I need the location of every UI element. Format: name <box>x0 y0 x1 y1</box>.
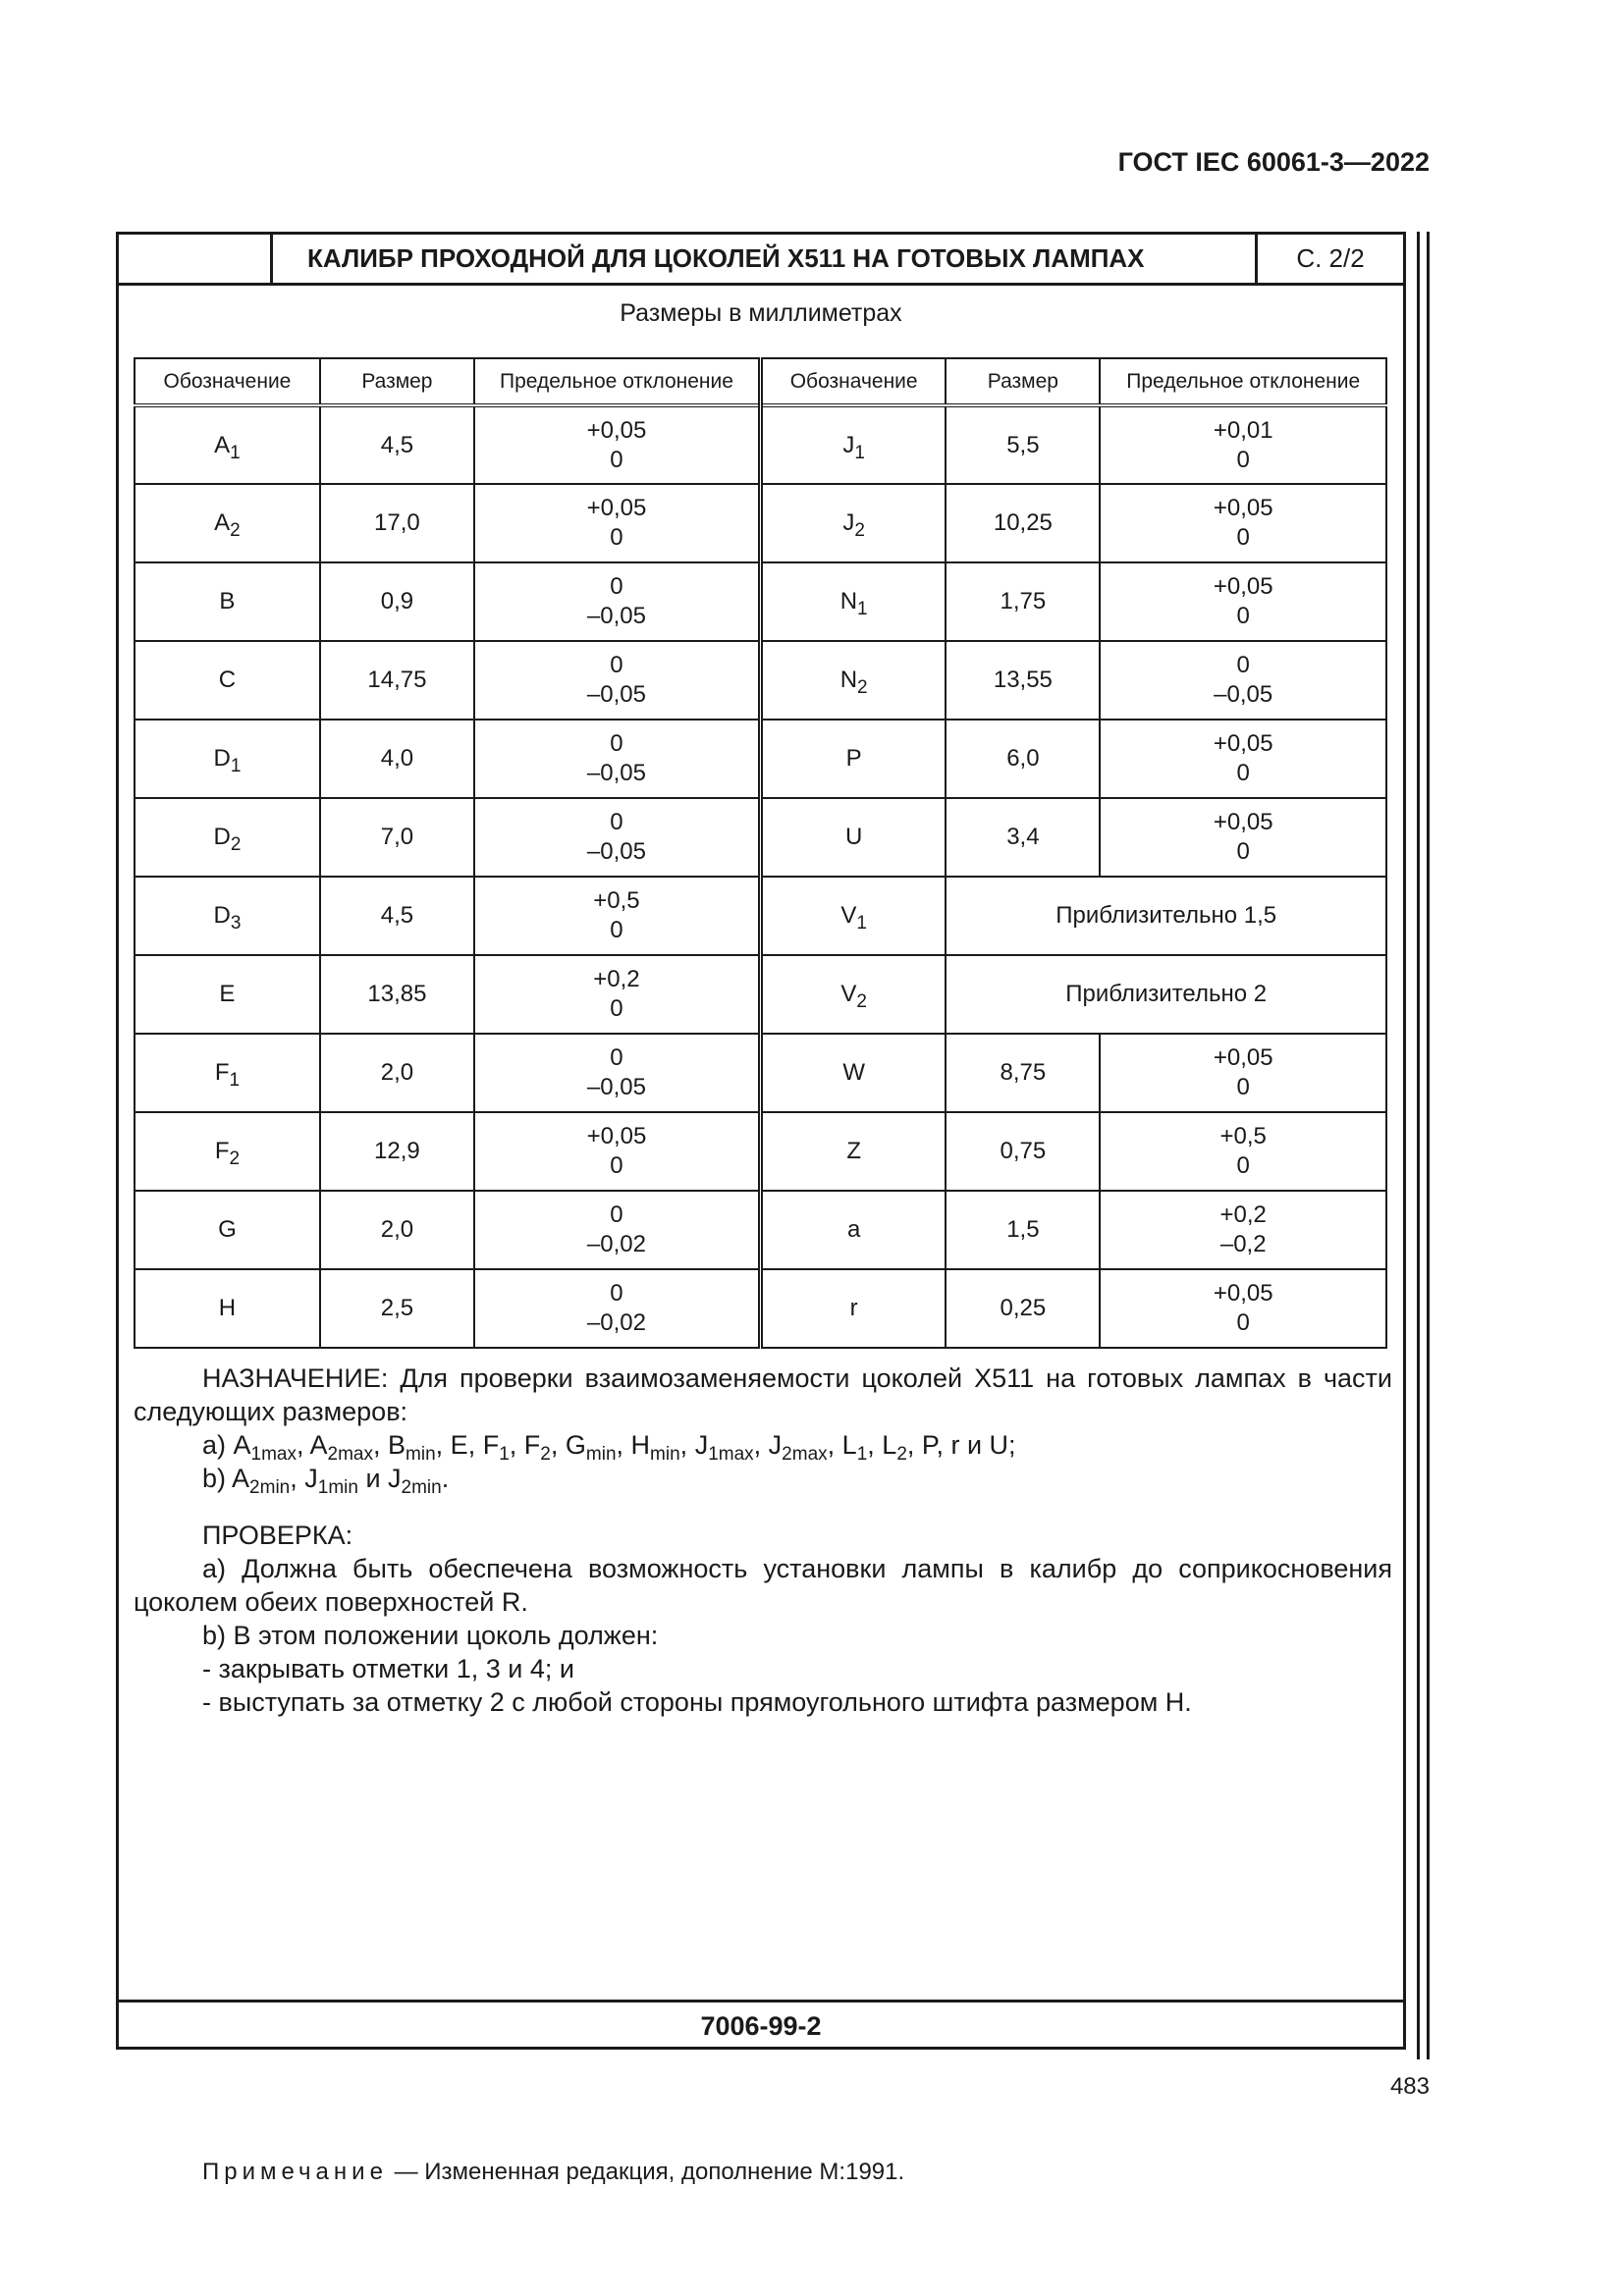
upper-deviation: +0,05 <box>1213 1280 1273 1307</box>
upper-deviation: 0 <box>1236 652 1250 678</box>
dimension-subscript: min <box>406 1444 436 1465</box>
designation-subscript: 2 <box>854 520 865 541</box>
dimension-separator: , <box>297 1430 310 1460</box>
title-blank-cell <box>119 235 273 283</box>
designation-cell <box>760 1191 946 1269</box>
designation-cell <box>135 1191 320 1269</box>
lower-deviation: –0,05 <box>586 760 646 786</box>
dimension-symbol: J <box>304 1464 318 1493</box>
designation-cell <box>760 405 946 484</box>
sheet-title: КАЛИБР ПРОХОДНОЙ ДЛЯ ЦОКОЛЕЙ X511 НА ГОТОВЫХ ЛАМПАХ <box>307 243 1145 273</box>
check-item-a: а) Должна быть обеспечена возможность установки лампы в калибр до соприкосновения цоколем обеих поверхностей R. <box>134 1554 1392 1617</box>
dimension-symbol: L <box>882 1430 897 1460</box>
designation-subscript: 1 <box>230 756 242 776</box>
dimension-subscript: 1 <box>499 1444 510 1465</box>
lower-deviation: 0 <box>1236 524 1250 551</box>
dimension-separator: и <box>959 1430 990 1460</box>
designation-symbol: V <box>840 981 857 1007</box>
tolerance-cell <box>474 877 761 955</box>
dimension-separator: , <box>867 1430 883 1460</box>
tolerance-cell <box>1100 484 1386 562</box>
lower-deviation: 0 <box>1236 603 1250 629</box>
upper-deviation: 0 <box>610 809 623 835</box>
check-bullet: - выступать за отметку 2 с любой стороны прямоугольного штифта размером H. <box>202 1687 1192 1717</box>
table-row <box>135 877 1386 955</box>
size-cell: 3,4 <box>946 798 1100 877</box>
dimension-subscript: min <box>650 1444 680 1465</box>
column-header: Предельное отклонение <box>1100 358 1386 405</box>
size-cell: 0,25 <box>946 1269 1100 1348</box>
size-cell: 14,75 <box>320 641 474 720</box>
upper-deviation: +0,05 <box>1213 495 1273 521</box>
size-cell: 7,0 <box>320 798 474 877</box>
dimension-separator: , <box>753 1430 769 1460</box>
upper-deviation: 0 <box>610 652 623 678</box>
column-header: Размер <box>946 358 1100 405</box>
size-cell: 6,0 <box>946 720 1100 798</box>
check-heading: ПРОВЕРКА: <box>202 1521 353 1550</box>
size-cell: 4,5 <box>320 877 474 955</box>
designation-subscript: 1 <box>229 1070 241 1091</box>
dimension-separator: , <box>936 1430 951 1460</box>
lower-deviation: 0 <box>610 917 623 943</box>
lower-deviation: 0 <box>610 1152 623 1179</box>
dimension-separator: , <box>373 1430 389 1460</box>
upper-deviation: +0,05 <box>1213 1044 1273 1071</box>
designation-subscript: 1 <box>857 599 868 619</box>
dimension-separator: , <box>827 1430 842 1460</box>
upper-deviation: 0 <box>610 730 623 757</box>
table-row <box>135 955 1386 1034</box>
dimension-separator: , <box>290 1464 305 1493</box>
dimension-subscript: 2max <box>327 1444 373 1465</box>
designation-symbol: r <box>849 1295 858 1321</box>
designation-symbol: A <box>214 431 231 458</box>
designation-cell <box>135 641 320 720</box>
table-row <box>135 641 1386 720</box>
lower-deviation: 0 <box>1236 760 1250 786</box>
designation-cell <box>135 1269 320 1348</box>
lower-deviation: –0,05 <box>586 681 646 708</box>
designation-cell <box>135 1034 320 1112</box>
dimension-subscript: 2min <box>401 1477 442 1498</box>
designation-symbol: D <box>213 745 231 772</box>
table-row <box>135 798 1386 877</box>
dimension-subscript: 1min <box>317 1477 358 1498</box>
designation-symbol: G <box>218 1216 237 1243</box>
approx-size-cell: Приблизительно 1,5 <box>946 877 1386 955</box>
designation-subscript: 2 <box>230 834 242 855</box>
designation-cell <box>760 798 946 877</box>
upper-deviation: +0,05 <box>1213 573 1273 600</box>
tolerance-cell <box>474 562 761 641</box>
designation-cell <box>135 955 320 1034</box>
size-cell: 12,9 <box>320 1112 474 1191</box>
upper-deviation: +0,05 <box>586 495 647 521</box>
sheet-page-indicator: С. 2/2 <box>1255 235 1403 283</box>
dimension-subscript: 1max <box>708 1444 754 1465</box>
table-row <box>135 484 1386 562</box>
table-row <box>135 1112 1386 1191</box>
dimension-symbol: G <box>565 1430 586 1460</box>
dimension-separator: . <box>441 1464 450 1493</box>
dimension-separator: , <box>906 1430 922 1460</box>
dimension-separator: , <box>550 1430 566 1460</box>
dimension-list <box>232 1464 450 1498</box>
title-row <box>119 235 1403 286</box>
designation-cell <box>760 484 946 562</box>
designation-symbol: V <box>840 902 857 929</box>
upper-deviation: +0,01 <box>1213 416 1273 444</box>
dimension-symbol: U <box>989 1430 1009 1460</box>
designation-subscript: 2 <box>856 991 867 1012</box>
upper-deviation: +0,5 <box>593 887 640 914</box>
table-row <box>135 720 1386 798</box>
lower-deviation: 0 <box>610 446 623 473</box>
designation-symbol: P <box>845 745 862 772</box>
upper-deviation: +0,05 <box>586 416 647 444</box>
size-cell: 4,0 <box>320 720 474 798</box>
dimension-symbol: H <box>630 1430 651 1460</box>
size-cell: 5,5 <box>946 405 1100 484</box>
size-cell: 4,5 <box>320 405 474 484</box>
designation-symbol: F <box>214 1138 230 1164</box>
lower-deviation: 0 <box>610 995 623 1022</box>
tolerance-cell <box>1100 641 1386 720</box>
lower-deviation: 0 <box>1236 446 1250 473</box>
frame-edge-line <box>1417 232 1420 2059</box>
frame-edge-line <box>1427 232 1430 2059</box>
dimension-symbol: J <box>768 1430 783 1460</box>
size-cell: 2,0 <box>320 1034 474 1112</box>
lower-deviation: 0 <box>1236 838 1250 865</box>
tolerance-cell <box>474 641 761 720</box>
dimension-symbol: r <box>950 1430 960 1460</box>
tolerance-cell <box>474 1191 761 1269</box>
dimensions-table <box>134 357 1387 1349</box>
purpose-intro: НАЗНАЧЕНИЕ: Для проверки взаимозаменяемости цоколей X511 на готовых лампах в части следующих размеров: <box>134 1363 1392 1426</box>
dimension-subscript: 2max <box>782 1444 828 1465</box>
table-header-row <box>135 358 1386 405</box>
upper-deviation: +0,2 <box>593 966 640 992</box>
designation-subscript: 2 <box>857 677 868 698</box>
sheet-number: 7006-99-2 <box>119 2000 1403 2047</box>
dimension-subscript: 2 <box>896 1444 907 1465</box>
size-cell: 0,75 <box>946 1112 1100 1191</box>
tolerance-cell <box>1100 798 1386 877</box>
dimension-subscript: 2 <box>540 1444 551 1465</box>
upper-deviation: +0,05 <box>1213 809 1273 835</box>
column-header: Обозначение <box>135 358 320 405</box>
designation-subscript: 1 <box>856 913 867 934</box>
note-label: Примечание <box>202 2159 388 2185</box>
designation-cell <box>135 720 320 798</box>
size-cell: 17,0 <box>320 484 474 562</box>
designation-cell <box>760 720 946 798</box>
note <box>202 2159 904 2186</box>
size-cell: 13,55 <box>946 641 1100 720</box>
lower-deviation: –0,05 <box>586 838 646 865</box>
column-header: Предельное отклонение <box>474 358 761 405</box>
dimension-separator: , <box>435 1430 451 1460</box>
designation-symbol: B <box>219 588 236 614</box>
lower-deviation: –0,02 <box>586 1231 646 1257</box>
designation-cell <box>135 877 320 955</box>
designation-symbol: D <box>213 902 231 929</box>
size-cell: 13,85 <box>320 955 474 1034</box>
lower-deviation: –0,05 <box>586 603 646 629</box>
designation-subscript: 1 <box>854 442 865 463</box>
designation-symbol: C <box>218 667 237 693</box>
size-cell: 8,75 <box>946 1034 1100 1112</box>
lower-deviation: 0 <box>1236 1074 1250 1100</box>
tolerance-cell <box>1100 1191 1386 1269</box>
upper-deviation: 0 <box>610 1280 623 1307</box>
dimension-separator: ; <box>1008 1430 1016 1460</box>
tolerance-cell <box>474 1269 761 1348</box>
designation-cell <box>760 1112 946 1191</box>
dimension-subscript: 1max <box>250 1444 297 1465</box>
column-header: Обозначение <box>760 358 946 405</box>
designation-symbol: Z <box>846 1138 861 1164</box>
tolerance-cell <box>474 798 761 877</box>
dimension-symbol: A <box>232 1464 250 1493</box>
note-text: — Измененная редакция, дополнение M:1991. <box>387 2159 905 2185</box>
tolerance-cell <box>474 1112 761 1191</box>
text-body <box>134 1362 1392 1719</box>
table-row <box>135 405 1386 484</box>
tolerance-cell <box>1100 562 1386 641</box>
table-row <box>135 562 1386 641</box>
dimension-symbol: F <box>482 1430 500 1460</box>
designation-cell <box>760 641 946 720</box>
tolerance-cell <box>474 484 761 562</box>
tolerance-cell <box>474 405 761 484</box>
lower-deviation: 0 <box>610 524 623 551</box>
designation-symbol: J <box>842 431 855 458</box>
dimension-symbol: P <box>921 1430 937 1460</box>
table-row <box>135 1269 1386 1348</box>
designation-subscript: 2 <box>229 1148 241 1169</box>
dimension-symbol: J <box>694 1430 709 1460</box>
dimension-symbol: B <box>388 1430 406 1460</box>
upper-deviation: +0,2 <box>1219 1201 1267 1228</box>
lower-deviation: 0 <box>1236 1309 1250 1336</box>
designation-symbol: U <box>844 824 863 850</box>
upper-deviation: +0,5 <box>1219 1123 1267 1149</box>
units-caption: Размеры в миллиметрах <box>620 299 902 327</box>
tolerance-cell <box>1100 720 1386 798</box>
approx-size-cell: Приблизительно 2 <box>946 955 1386 1034</box>
lower-deviation: –0,2 <box>1219 1231 1267 1257</box>
designation-symbol: E <box>219 981 236 1007</box>
designation-symbol: J <box>842 509 855 536</box>
dimension-symbol: F <box>523 1430 541 1460</box>
upper-deviation: +0,05 <box>586 1123 647 1149</box>
size-cell: 10,25 <box>946 484 1100 562</box>
designation-cell <box>135 1112 320 1191</box>
check-item-b: b) В этом положении цоколь должен: <box>202 1621 659 1650</box>
designation-cell <box>135 562 320 641</box>
tolerance-cell <box>1100 1034 1386 1112</box>
designation-symbol: N <box>839 588 858 614</box>
size-cell: 2,0 <box>320 1191 474 1269</box>
lower-deviation: –0,05 <box>1214 681 1273 708</box>
designation-cell <box>760 1034 946 1112</box>
dimension-symbol: J <box>388 1464 402 1493</box>
dimension-symbol: E <box>450 1430 468 1460</box>
tolerance-cell <box>1100 405 1386 484</box>
upper-deviation: 0 <box>610 573 623 600</box>
lower-deviation: –0,05 <box>586 1074 646 1100</box>
designation-subscript: 2 <box>230 520 241 541</box>
dimension-symbol: A <box>233 1430 251 1460</box>
sheet-frame <box>116 232 1406 2185</box>
designation-cell <box>135 405 320 484</box>
dimension-separator: , <box>679 1430 695 1460</box>
designation-subscript: 3 <box>230 913 242 934</box>
dimension-separator: , <box>509 1430 524 1460</box>
dimension-subscript: 1 <box>856 1444 868 1465</box>
designation-symbol: D <box>213 824 231 850</box>
designation-symbol: N <box>839 667 858 693</box>
designation-subscript: 1 <box>230 442 241 463</box>
page-number: 483 <box>1389 2073 1430 2100</box>
dimension-separator: , <box>467 1430 483 1460</box>
dimension-separator: и <box>357 1464 389 1493</box>
upper-deviation: 0 <box>610 1044 623 1071</box>
tolerance-cell <box>474 720 761 798</box>
document-code: ГОСТ IEC 60061-3—2022 <box>1117 147 1430 177</box>
designation-cell <box>760 877 946 955</box>
purpose-item-b: b) $A_{2min}$, $J_{1min}$ и $J_{2min}$. <box>202 1464 450 1498</box>
tolerance-cell <box>474 1034 761 1112</box>
size-cell: 0,9 <box>320 562 474 641</box>
dimension-subscript: 2min <box>249 1477 291 1498</box>
size-cell: 1,75 <box>946 562 1100 641</box>
purpose-item-a: а) $A_{1max}$, $A_{2max}$, $B_{min}$, E, $F_1$, $F_2$, $G_{min}$, $H_{min}$, $J_{1max}$, $J_{2max}$, $L_1$, $L_2$, P, r и U; <box>202 1430 1016 1465</box>
size-cell: 1,5 <box>946 1191 1100 1269</box>
lower-deviation: –0,02 <box>586 1309 646 1336</box>
designation-symbol: a <box>846 1216 861 1243</box>
dimension-subscript: min <box>585 1444 617 1465</box>
upper-deviation: +0,05 <box>1213 730 1273 757</box>
designation-symbol: W <box>842 1059 865 1086</box>
dimension-separator: , <box>616 1430 631 1460</box>
designation-cell <box>760 562 946 641</box>
designation-cell <box>135 798 320 877</box>
check-bullet: - закрывать отметки 1, 3 и 4; и <box>202 1654 574 1683</box>
designation-cell <box>135 484 320 562</box>
tolerance-cell <box>1100 1112 1386 1191</box>
dimension-symbol: L <box>841 1430 857 1460</box>
dimension-symbol: A <box>309 1430 328 1460</box>
size-cell: 2,5 <box>320 1269 474 1348</box>
designation-symbol: A <box>214 509 231 536</box>
designation-cell <box>760 1269 946 1348</box>
column-header: Размер <box>320 358 474 405</box>
designation-cell <box>760 955 946 1034</box>
tolerance-cell <box>474 955 761 1034</box>
designation-symbol: H <box>218 1295 237 1321</box>
table-row <box>135 1034 1386 1112</box>
designation-symbol: F <box>214 1059 230 1086</box>
upper-deviation: 0 <box>610 1201 623 1228</box>
table-row <box>135 1191 1386 1269</box>
lower-deviation: 0 <box>1236 1152 1250 1179</box>
tolerance-cell <box>1100 1269 1386 1348</box>
dimension-list <box>233 1430 1016 1465</box>
